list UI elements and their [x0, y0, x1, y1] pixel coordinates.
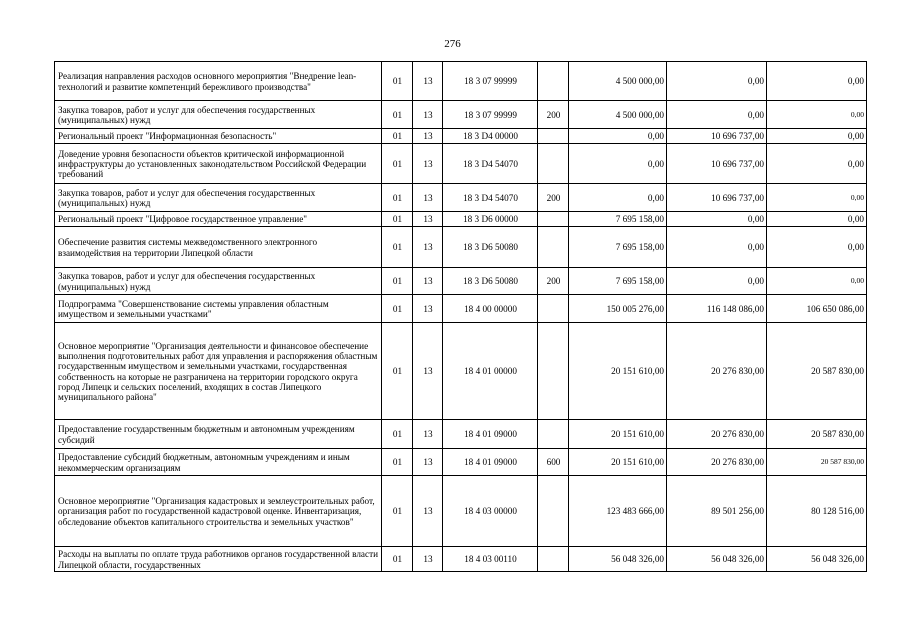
- section-code: 01: [382, 101, 413, 129]
- expense-type-code: [538, 129, 569, 144]
- expense-type-code: [538, 323, 569, 420]
- amount-year-3: 20 587 830,00: [767, 323, 867, 420]
- expense-name: Закупка товаров, работ и услуг для обеспечения государственных (муниципальных) нужд: [55, 268, 382, 295]
- budget-table: [54, 61, 867, 572]
- subsection-code: 13: [413, 449, 443, 476]
- table-row: [55, 420, 867, 449]
- section-code: 01: [382, 129, 413, 144]
- table-row: [55, 129, 867, 144]
- expense-name: Подпрограмма "Совершенствование системы управления областным имуществом и земельными участками": [55, 295, 382, 323]
- expense-name: Закупка товаров, работ и услуг для обеспечения государственных (муниципальных) нужд: [55, 184, 382, 212]
- page-number: 276: [444, 38, 461, 50]
- amount-year-2: 0,00: [667, 268, 767, 295]
- target-article-code: 18 3 07 99999: [443, 101, 538, 129]
- amount-year-1: 0,00: [569, 184, 667, 212]
- amount-year-2: 116 148 086,00: [667, 295, 767, 323]
- section-code: 01: [382, 184, 413, 212]
- amount-year-1: 123 483 666,00: [569, 476, 667, 547]
- table-row: [55, 323, 867, 420]
- subsection-code: 13: [413, 227, 443, 268]
- expense-name: Основное мероприятие "Организация деятельности и финансовое обеспечение выполнения подготовительных работ для управления и распоряжения областным государственным имуществом и земельными участками, государственная собственность на которые не разграничена на территории городского округа город Липецк и сельских поселений, входящих в состав Липецкого муниципального района": [55, 323, 382, 420]
- subsection-code: 13: [413, 101, 443, 129]
- amount-year-3: 0,00: [767, 129, 867, 144]
- amount-year-2: 0,00: [667, 62, 767, 101]
- subsection-code: 13: [413, 420, 443, 449]
- subsection-code: 13: [413, 212, 443, 227]
- amount-year-2: 10 696 737,00: [667, 129, 767, 144]
- target-article-code: 18 3 D6 00000: [443, 212, 538, 227]
- table-row: [55, 62, 867, 101]
- target-article-code: 18 3 07 99999: [443, 62, 538, 101]
- target-article-code: 18 4 01 09000: [443, 420, 538, 449]
- subsection-code: 13: [413, 184, 443, 212]
- target-article-code: 18 3 D6 50080: [443, 227, 538, 268]
- amount-year-3: 0,00: [767, 212, 867, 227]
- section-code: 01: [382, 227, 413, 268]
- amount-year-1: 150 005 276,00: [569, 295, 667, 323]
- expense-type-code: [538, 212, 569, 227]
- expense-name: Предоставление государственным бюджетным и автономным учреждениям субсидий: [55, 420, 382, 449]
- table-row: [55, 547, 867, 572]
- expense-type-code: [538, 476, 569, 547]
- expense-type-code: [538, 547, 569, 572]
- amount-year-2: 20 276 830,00: [667, 420, 767, 449]
- amount-year-1: 4 500 000,00: [569, 62, 667, 101]
- amount-year-3: 0,00: [767, 268, 867, 295]
- section-code: 01: [382, 547, 413, 572]
- expense-type-code: [538, 62, 569, 101]
- amount-year-2: 0,00: [667, 101, 767, 129]
- table-row: [55, 449, 867, 476]
- expense-name: Расходы на выплаты по оплате труда работников органов государственной власти Липецкой области, государственных: [55, 547, 382, 572]
- expense-type-code: 200: [538, 268, 569, 295]
- amount-year-2: 89 501 256,00: [667, 476, 767, 547]
- amount-year-3: 0,00: [767, 227, 867, 268]
- table-row: [55, 295, 867, 323]
- target-article-code: 18 3 D4 54070: [443, 144, 538, 184]
- target-article-code: 18 4 01 00000: [443, 323, 538, 420]
- amount-year-3: 20 587 830,00: [767, 420, 867, 449]
- amount-year-2: 0,00: [667, 212, 767, 227]
- subsection-code: 13: [413, 144, 443, 184]
- target-article-code: 18 4 00 00000: [443, 295, 538, 323]
- amount-year-3: 20 587 830,00: [767, 449, 867, 476]
- amount-year-1: 7 695 158,00: [569, 227, 667, 268]
- target-article-code: 18 4 03 00000: [443, 476, 538, 547]
- table-row: [55, 212, 867, 227]
- amount-year-3: 0,00: [767, 62, 867, 101]
- expense-name: Доведение уровня безопасности объектов критической информационной инфраструктуры до установленных законодательством Российской Федерации требований: [55, 144, 382, 184]
- target-article-code: 18 3 D4 00000: [443, 129, 538, 144]
- subsection-code: 13: [413, 295, 443, 323]
- section-code: 01: [382, 476, 413, 547]
- amount-year-3: 56 048 326,00: [767, 547, 867, 572]
- amount-year-1: 0,00: [569, 129, 667, 144]
- amount-year-1: 20 151 610,00: [569, 449, 667, 476]
- amount-year-3: 80 128 516,00: [767, 476, 867, 547]
- table-row: [55, 184, 867, 212]
- target-article-code: 18 3 D4 54070: [443, 184, 538, 212]
- amount-year-1: 56 048 326,00: [569, 547, 667, 572]
- expense-name: Региональный проект "Информационная безопасность": [55, 129, 382, 144]
- expense-type-code: [538, 295, 569, 323]
- section-code: 01: [382, 268, 413, 295]
- amount-year-1: 20 151 610,00: [569, 420, 667, 449]
- table-row: [55, 268, 867, 295]
- section-code: 01: [382, 62, 413, 101]
- target-article-code: 18 3 D6 50080: [443, 268, 538, 295]
- section-code: 01: [382, 420, 413, 449]
- expense-name: Реализация направления расходов основного мероприятия "Внедрение lean-технологий и развитие компетенций бережливого производства": [55, 62, 382, 101]
- amount-year-2: 0,00: [667, 227, 767, 268]
- subsection-code: 13: [413, 323, 443, 420]
- expense-type-code: 200: [538, 184, 569, 212]
- expense-type-code: 200: [538, 101, 569, 129]
- expense-name: Основное мероприятие "Организация кадастровых и землеустроительных работ, организация работ по государственной кадастровой оценке. Инвентаризация, обследование объектов капитального строительства и земельных участков": [55, 476, 382, 547]
- table-row: [55, 144, 867, 184]
- amount-year-2: 10 696 737,00: [667, 184, 767, 212]
- table-row: [55, 101, 867, 129]
- expense-name: Обеспечение развития системы межведомственного электронного взаимодействия на территории Липецкой области: [55, 227, 382, 268]
- amount-year-3: 106 650 086,00: [767, 295, 867, 323]
- expense-name: Предоставление субсидий бюджетным, автономным учреждениям и иным некоммерческим организациям: [55, 449, 382, 476]
- subsection-code: 13: [413, 129, 443, 144]
- table-row: [55, 227, 867, 268]
- amount-year-1: 7 695 158,00: [569, 268, 667, 295]
- table-row: [55, 476, 867, 547]
- amount-year-2: 10 696 737,00: [667, 144, 767, 184]
- amount-year-3: 0,00: [767, 184, 867, 212]
- section-code: 01: [382, 449, 413, 476]
- expense-type-code: 600: [538, 449, 569, 476]
- amount-year-1: 20 151 610,00: [569, 323, 667, 420]
- expense-type-code: [538, 144, 569, 184]
- amount-year-3: 0,00: [767, 101, 867, 129]
- amount-year-3: 0,00: [767, 144, 867, 184]
- target-article-code: 18 4 01 09000: [443, 449, 538, 476]
- expense-name: Закупка товаров, работ и услуг для обеспечения государственных (муниципальных) нужд: [55, 101, 382, 129]
- amount-year-1: 7 695 158,00: [569, 212, 667, 227]
- section-code: 01: [382, 295, 413, 323]
- expense-type-code: [538, 420, 569, 449]
- target-article-code: 18 4 03 00110: [443, 547, 538, 572]
- expense-type-code: [538, 227, 569, 268]
- section-code: 01: [382, 323, 413, 420]
- subsection-code: 13: [413, 62, 443, 101]
- amount-year-2: 56 048 326,00: [667, 547, 767, 572]
- amount-year-2: 20 276 830,00: [667, 323, 767, 420]
- subsection-code: 13: [413, 547, 443, 572]
- amount-year-1: 4 500 000,00: [569, 101, 667, 129]
- section-code: 01: [382, 212, 413, 227]
- amount-year-1: 0,00: [569, 144, 667, 184]
- amount-year-2: 20 276 830,00: [667, 449, 767, 476]
- expense-name: Региональный проект "Цифровое государственное управление": [55, 212, 382, 227]
- section-code: 01: [382, 144, 413, 184]
- subsection-code: 13: [413, 268, 443, 295]
- subsection-code: 13: [413, 476, 443, 547]
